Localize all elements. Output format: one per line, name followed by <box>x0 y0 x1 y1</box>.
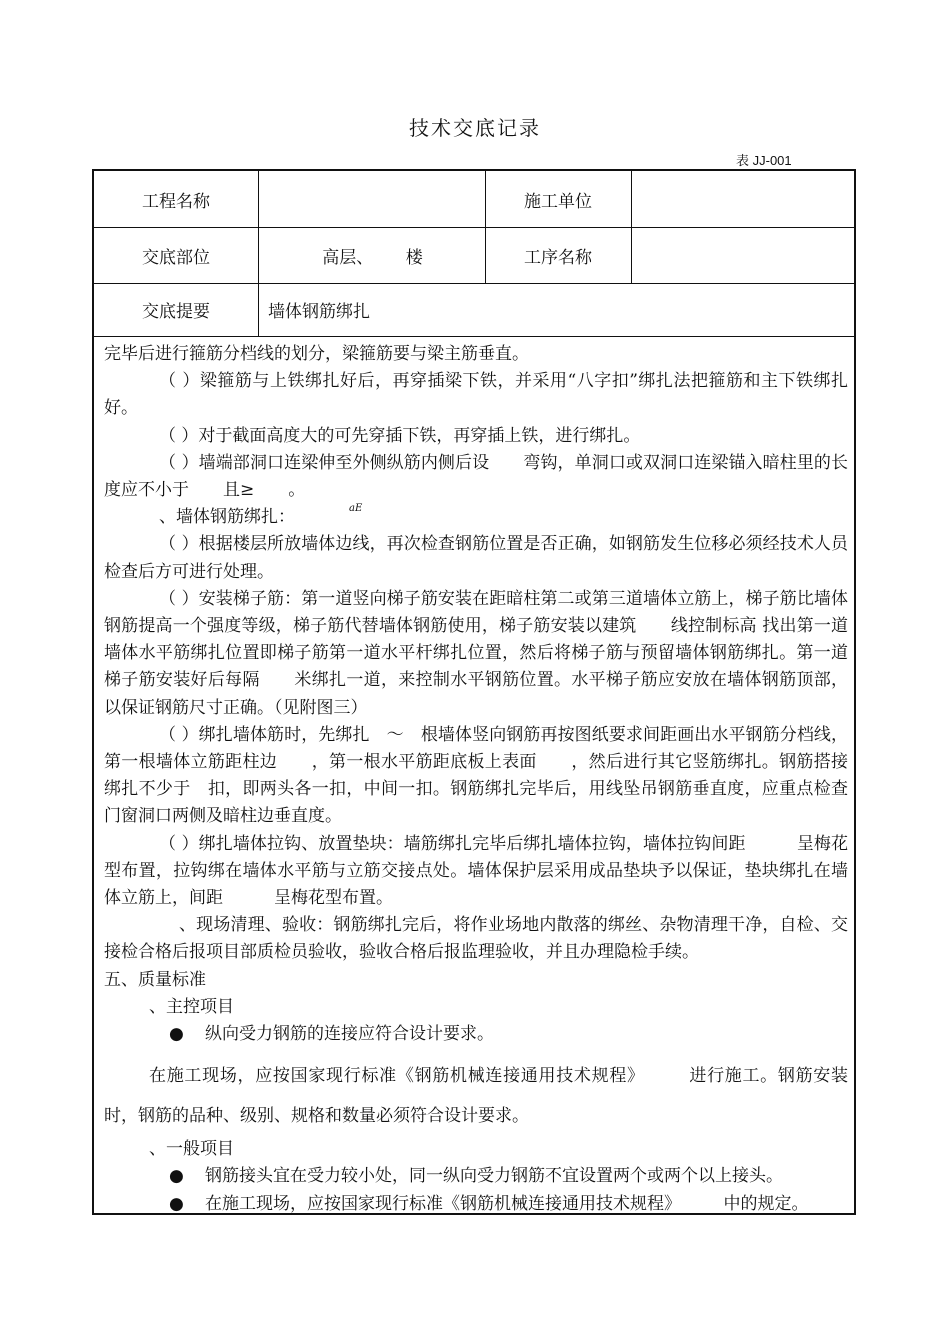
list-item-text: 钢筋接头宜在受力较小处，同一纵向受力钢筋不宜设置两个或两个以上接头。 <box>205 1166 783 1187</box>
paragraph: （ ）绑扎墙体拉钩、放置垫块：墙筋绑扎完毕后绑扎墙体拉钩，墙体拉钩间距 呈梅花型布置，拉钩绑在墙体水平筋与立筋交接点处。墙体保护层采用成品垫块予以保证，垫块绑扎在墙体立筋上，间距 呈梅花型布置。 <box>104 833 848 909</box>
paragraph: （ ）墙端部洞口连梁伸至外侧纵筋内侧后设 弯钩，单洞口或双洞口连梁锚入暗柱里的长度应不小于 且≥ 。 <box>104 452 848 501</box>
project-name-value <box>260 171 485 227</box>
column-divider <box>258 171 259 337</box>
paragraph: 在施工现场，应按国家现行标准《钢筋机械连接通用技术规程》 进行施工。钢筋安装时，钢筋的品种、级别、规格和数量必须符合设计要求。 <box>104 1066 848 1127</box>
process-name-value <box>633 227 853 283</box>
list-item <box>104 1191 848 1218</box>
bullet-icon: ● <box>169 1193 184 1214</box>
process-name-label: 工序名称 <box>524 247 592 268</box>
document-number: 表 JJ-001 <box>736 153 792 168</box>
column-divider <box>631 171 632 283</box>
subscript-label: aE <box>349 503 363 515</box>
contractor-value <box>633 171 853 227</box>
paragraph: （ ）绑扎墙体筋时，先绑扎 ～ 根墙体竖向钢筋再按图纸要求间距画出水平钢筋分档线，第一根墙体立筋距柱边 ，第一根水平筋距底板上表面 ，然后进行其它竖筋绑扎。钢筋搭接绑扎不少于 扣，即两头各一扣，中间一扣。钢筋绑扎完毕后，用线坠吊钢筋垂直度，应重点检查门窗洞口两侧及暗柱边垂直度。 <box>104 724 848 827</box>
disclosure-content <box>104 341 848 1218</box>
project-name-label: 工程名称 <box>142 191 210 212</box>
paragraph: （ ）根据楼层所放墙体边线，再次检查钢筋位置是否正确，如钢筋发生位移必须经技术人员检查后方可进行处理。 <box>104 534 848 582</box>
list-item-text: 纵向受力钢筋的连接应符合设计要求。 <box>205 1024 494 1045</box>
list-item-text: 在施工现场，应按国家现行标准《钢筋机械连接通用技术规程》 中的规定。 <box>205 1193 809 1214</box>
summary-value: 墙体钢筋绑扎 <box>268 302 370 322</box>
document-title: 技术交底记录 <box>409 116 541 140</box>
paragraph: （ ）安装梯子筋：第一道竖向梯子筋安装在距暗柱第二或第三道墙体立筋上，梯子筋比墙体钢筋提高一个强度等级，梯子筋代替墙体钢筋使用，梯子筋安装以建筑 线控制标高 找出第一道墙体水平筋绑扎位置即梯子筋第一道水平杆绑扎位置，然后将梯子筋与预留墙体钢筋绑扎。第一道梯子筋安装好后每隔 米绑扎一道，来控制水平钢筋位置。水平梯子筋应安放在墙体钢筋顶部，以保证钢筋尺寸正确。（见附图三） <box>104 588 848 718</box>
paragraph: 、现场清理、验收：钢筋绑扎完后，将作业场地内散落的绑丝、杂物清理干净，自检、交接检合格后报项目部质检员验收，验收合格后报监理验收，并且办理隐检手续。 <box>104 915 848 963</box>
summary-label: 交底提要 <box>142 302 210 322</box>
paragraph: （ ）梁箍筋与上铁绑扎好后，再穿插梁下铁，并采用“八字扣”绑扎法把箍筋和主下铁绑扎好。 <box>104 371 848 419</box>
subsection-heading: 、一般项目 <box>149 1139 234 1160</box>
subsection-heading: 、主控项目 <box>149 996 234 1017</box>
paragraph: （ ）对于截面高度大的可先穿插下铁，再穿插上铁，进行绑扎。 <box>159 425 641 446</box>
disclosure-form <box>92 169 856 1215</box>
list-item <box>104 1163 848 1190</box>
section-heading-text: 、墙体钢筋绑扎： <box>159 507 295 528</box>
bullet-icon: ● <box>169 1166 184 1187</box>
disclosure-part-value: 高层、 楼 <box>322 247 423 268</box>
row-divider <box>94 336 854 337</box>
disclosure-part-label: 交底部位 <box>142 247 210 268</box>
list-item <box>104 1021 848 1048</box>
section-heading <box>104 504 848 531</box>
section-heading: 五、质量标准 <box>104 969 206 990</box>
contractor-label: 施工单位 <box>524 191 592 212</box>
paragraph: 完毕后进行箍筋分档线的划分，梁箍筋要与梁主筋垂直。 <box>104 344 529 364</box>
bullet-icon: ● <box>169 1024 184 1045</box>
